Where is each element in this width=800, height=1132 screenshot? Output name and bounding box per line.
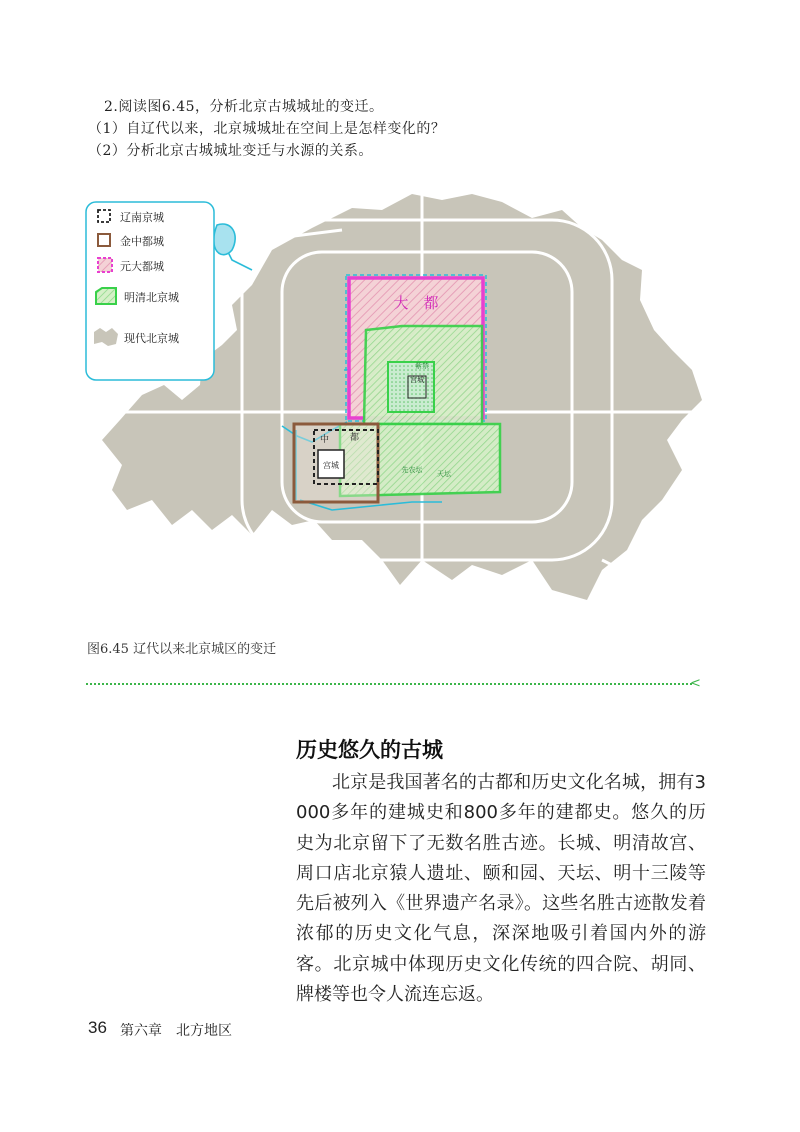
map-legend bbox=[86, 202, 214, 380]
xiannong-label: 先农坛 bbox=[401, 466, 423, 474]
chapter-title: 第六章 北方地区 bbox=[120, 1023, 232, 1039]
section-body: 北京是我国著名的古都和历史文化名城，拥有3 000多年的建城史和800多年的建都史。悠久的历史为北京留下了无数名胜古迹。长城、明清故宫、周口店北京猿人遗址、颐和园、天坛、明十三陵等先后被列入《世界遗产名录》。这些名胜古迹散发着浓郁的历史文化气息，深深地吸引着国内外的游客。北京城中体现历史文化传统的四合院、胡同、牌楼等也令人流连忘返。 bbox=[296, 772, 706, 1006]
question-sub-2: （2）分析北京古城城址变迁与水源的关系。 bbox=[88, 143, 373, 159]
legend-jin-icon bbox=[98, 234, 110, 246]
forbidden-label: 紫禁 bbox=[415, 362, 429, 370]
legend-liao-icon bbox=[98, 210, 110, 222]
page-number: 36 bbox=[88, 1018, 107, 1037]
divider-end-icon: < bbox=[690, 676, 701, 691]
jin-palace-label: 宫城 bbox=[323, 461, 339, 470]
zhong-label: 中 bbox=[320, 435, 330, 445]
figure-caption: 图6.45 辽代以来北京城区的变迁 bbox=[87, 642, 277, 657]
question-sub-1: （1）自辽代以来，北京城城址在空间上是怎样变化的？ bbox=[88, 121, 446, 137]
legend-label-yuan: 元大都城 bbox=[120, 260, 164, 273]
legend-label-liao: 辽南京城 bbox=[120, 211, 164, 224]
yuan-palace-label: 宫城 bbox=[410, 376, 424, 384]
section-title: 历史悠久的古城 bbox=[296, 738, 443, 762]
legend-label-mingqing: 明清北京城 bbox=[124, 291, 179, 304]
dotted-divider bbox=[86, 683, 692, 685]
legend-label-jin: 金中都城 bbox=[120, 235, 164, 248]
du-label: 都 bbox=[350, 433, 360, 443]
beijing-city-evolution-map bbox=[82, 180, 712, 620]
tiantan-label: 天坛 bbox=[437, 470, 451, 478]
legend-yuan-icon bbox=[98, 258, 112, 272]
legend-label-modern: 现代北京城 bbox=[124, 332, 179, 345]
question-main: 2.阅读图6.45，分析北京古城城址的变迁。 bbox=[104, 99, 384, 115]
dadu-label: 大 都 bbox=[393, 294, 439, 312]
legend-mingqing-icon bbox=[96, 288, 116, 304]
